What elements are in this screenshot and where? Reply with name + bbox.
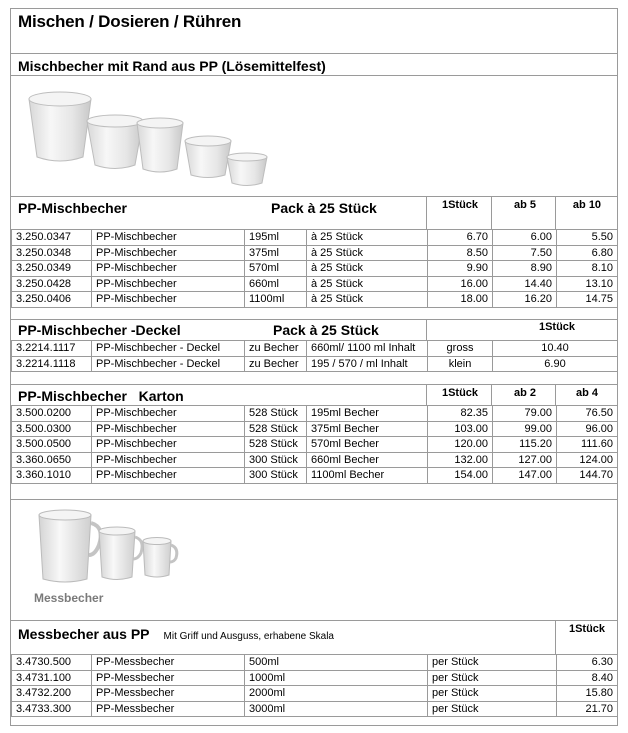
size: klein <box>428 356 493 372</box>
product-name: PP-Mischbecher <box>92 261 245 277</box>
price: 14.75 <box>557 292 618 308</box>
table-row <box>12 468 618 484</box>
section-heading-text: Messbecher aus PP <box>18 626 150 642</box>
unit: per Stück <box>428 701 557 717</box>
product-name: PP-Mischbecher <box>92 245 245 261</box>
section-heading-karton: PP-Mischbecher Karton <box>18 388 184 404</box>
article-number: 3.250.0349 <box>12 261 92 277</box>
price: 6.30 <box>557 655 618 671</box>
page-title: Mischen / Dosieren / Rühren <box>18 12 242 31</box>
price: 14.40 <box>493 276 557 292</box>
price: 8.10 <box>557 261 618 277</box>
image-caption: Messbecher <box>34 591 104 605</box>
pack-size: à 25 Stück <box>307 230 428 246</box>
table-row <box>12 406 618 422</box>
price: 99.00 <box>493 421 557 437</box>
article-number: 3.360.1010 <box>12 468 92 484</box>
cup-sizes: 660ml/ 1100 ml Inhalt <box>307 341 428 357</box>
price: 10.40 <box>493 341 618 357</box>
price: 8.90 <box>493 261 557 277</box>
volume: 195ml <box>245 230 307 246</box>
product-name: PP-Messbecher <box>92 670 245 686</box>
article-number: 3.2214.1117 <box>12 341 92 357</box>
table-row <box>12 356 618 372</box>
price: 120.00 <box>428 437 493 453</box>
column-header: 1Stück <box>538 321 576 333</box>
article-number: 3.250.0406 <box>12 292 92 308</box>
price: 132.00 <box>428 452 493 468</box>
product-name: PP-Mischbecher <box>92 292 245 308</box>
divider <box>11 53 617 54</box>
fits-label: zu Becher <box>245 356 307 372</box>
article-number: 3.4733.300 <box>12 701 92 717</box>
product-name: PP-Messbecher <box>92 655 245 671</box>
article-number: 3.250.0348 <box>12 245 92 261</box>
article-number: 3.2214.1118 <box>12 356 92 372</box>
product-name: PP-Messbecher <box>92 686 245 702</box>
table-row <box>12 421 618 437</box>
price: 21.70 <box>557 701 618 717</box>
volume: 500ml <box>245 655 428 671</box>
fits-label: zu Becher <box>245 341 307 357</box>
pack-label: Pack à 25 Stück <box>273 322 379 338</box>
price: 6.00 <box>493 230 557 246</box>
table-row <box>12 261 618 277</box>
price: 6.70 <box>428 230 493 246</box>
deckel-table <box>11 340 618 372</box>
quantity: 528 Stück <box>245 421 307 437</box>
price: 7.50 <box>493 245 557 261</box>
table-row <box>12 655 618 671</box>
table-row <box>12 686 618 702</box>
divider <box>11 196 617 197</box>
price: 8.40 <box>557 670 618 686</box>
price: 124.00 <box>557 452 618 468</box>
product-name: PP-Mischbecher - Deckel <box>92 356 245 372</box>
price: 5.50 <box>557 230 618 246</box>
price: 9.90 <box>428 261 493 277</box>
price: 16.20 <box>493 292 557 308</box>
volume: 1100ml <box>245 292 307 308</box>
article-number: 3.250.0347 <box>12 230 92 246</box>
volume: 660ml <box>245 276 307 292</box>
product-name: PP-Messbecher <box>92 701 245 717</box>
price: 79.00 <box>493 406 557 422</box>
quantity: 528 Stück <box>245 437 307 453</box>
price: 76.50 <box>557 406 618 422</box>
measuring-cups-image <box>33 505 183 585</box>
table-row <box>12 701 618 717</box>
section-heading-pp-mischbecher: PP-Mischbecher <box>18 200 127 216</box>
price: 96.00 <box>557 421 618 437</box>
divider <box>11 620 617 621</box>
product-name: PP-Mischbecher <box>92 452 245 468</box>
section-heading-deckel: PP-Mischbecher -Deckel <box>18 322 181 338</box>
mixing-cups-image <box>25 85 275 195</box>
price: 154.00 <box>428 468 493 484</box>
table-row <box>12 292 618 308</box>
article-number: 3.4730.500 <box>12 655 92 671</box>
article-number: 3.500.0500 <box>12 437 92 453</box>
price: 127.00 <box>493 452 557 468</box>
quantity: 300 Stück <box>245 452 307 468</box>
cup-size: 195ml Becher <box>307 406 428 422</box>
article-number: 3.500.0200 <box>12 406 92 422</box>
divider <box>11 499 617 500</box>
pack-size: à 25 Stück <box>307 261 428 277</box>
article-number: 3.360.0650 <box>12 452 92 468</box>
karton-table <box>11 405 618 484</box>
column-header: ab 10 <box>572 199 602 211</box>
product-name: PP-Mischbecher <box>92 421 245 437</box>
product-name: PP-Mischbecher <box>92 437 245 453</box>
product-name: PP-Mischbecher - Deckel <box>92 341 245 357</box>
divider <box>11 319 617 320</box>
cup-size: 570ml Becher <box>307 437 428 453</box>
cup-size: 375ml Becher <box>307 421 428 437</box>
product-name: PP-Mischbecher <box>92 406 245 422</box>
table-row <box>12 230 618 246</box>
pack-label: Pack à 25 Stück <box>271 200 377 216</box>
column-header: ab 2 <box>513 387 536 399</box>
cup-size: 1100ml Becher <box>307 468 428 484</box>
cup-size: 660ml Becher <box>307 452 428 468</box>
column-header: ab 4 <box>575 387 598 399</box>
price: 111.60 <box>557 437 618 453</box>
volume: 1000ml <box>245 670 428 686</box>
volume: 570ml <box>245 261 307 277</box>
volume: 3000ml <box>245 701 428 717</box>
pp-mischbecher-table <box>11 229 618 308</box>
divider <box>11 75 617 76</box>
price: 15.80 <box>557 686 618 702</box>
price: 8.50 <box>428 245 493 261</box>
article-number: 3.500.0300 <box>12 421 92 437</box>
pack-size: à 25 Stück <box>307 245 428 261</box>
price: 103.00 <box>428 421 493 437</box>
price: 115.20 <box>493 437 557 453</box>
quantity: 528 Stück <box>245 406 307 422</box>
catalog-sheet <box>10 8 618 726</box>
price: 6.90 <box>493 356 618 372</box>
price: 16.00 <box>428 276 493 292</box>
table-row <box>12 341 618 357</box>
volume: 375ml <box>245 245 307 261</box>
product-name: PP-Mischbecher <box>92 276 245 292</box>
unit: per Stück <box>428 655 557 671</box>
product-name: PP-Mischbecher <box>92 468 245 484</box>
product-name: PP-Mischbecher <box>92 230 245 246</box>
unit: per Stück <box>428 670 557 686</box>
table-row <box>12 245 618 261</box>
article-number: 3.250.0428 <box>12 276 92 292</box>
price: 13.10 <box>557 276 618 292</box>
table-row <box>12 437 618 453</box>
table-row <box>12 276 618 292</box>
column-header: 1Stück <box>441 199 479 211</box>
unit: per Stück <box>428 686 557 702</box>
column-header: 1Stück <box>441 387 479 399</box>
column-header: ab 5 <box>513 199 536 211</box>
column-header: 1Stück <box>568 623 606 635</box>
pack-size: à 25 Stück <box>307 292 428 308</box>
article-number: 3.4731.100 <box>12 670 92 686</box>
size: gross <box>428 341 493 357</box>
table-row <box>12 452 618 468</box>
cup-sizes: 195 / 570 / ml Inhalt <box>307 356 428 372</box>
product-note: Mit Griff und Ausguss, erhabene Skala <box>163 631 334 642</box>
article-number: 3.4732.200 <box>12 686 92 702</box>
pack-size: à 25 Stück <box>307 276 428 292</box>
volume: 2000ml <box>245 686 428 702</box>
price: 18.00 <box>428 292 493 308</box>
quantity: 300 Stück <box>245 468 307 484</box>
price: 82.35 <box>428 406 493 422</box>
section-heading-messbecher <box>18 626 334 642</box>
section-subtitle: Mischbecher mit Rand aus PP (Lösemittelfest) <box>18 58 326 74</box>
divider <box>11 384 617 385</box>
price: 144.70 <box>557 468 618 484</box>
price: 147.00 <box>493 468 557 484</box>
price: 6.80 <box>557 245 618 261</box>
table-row <box>12 670 618 686</box>
messbecher-table <box>11 654 618 717</box>
